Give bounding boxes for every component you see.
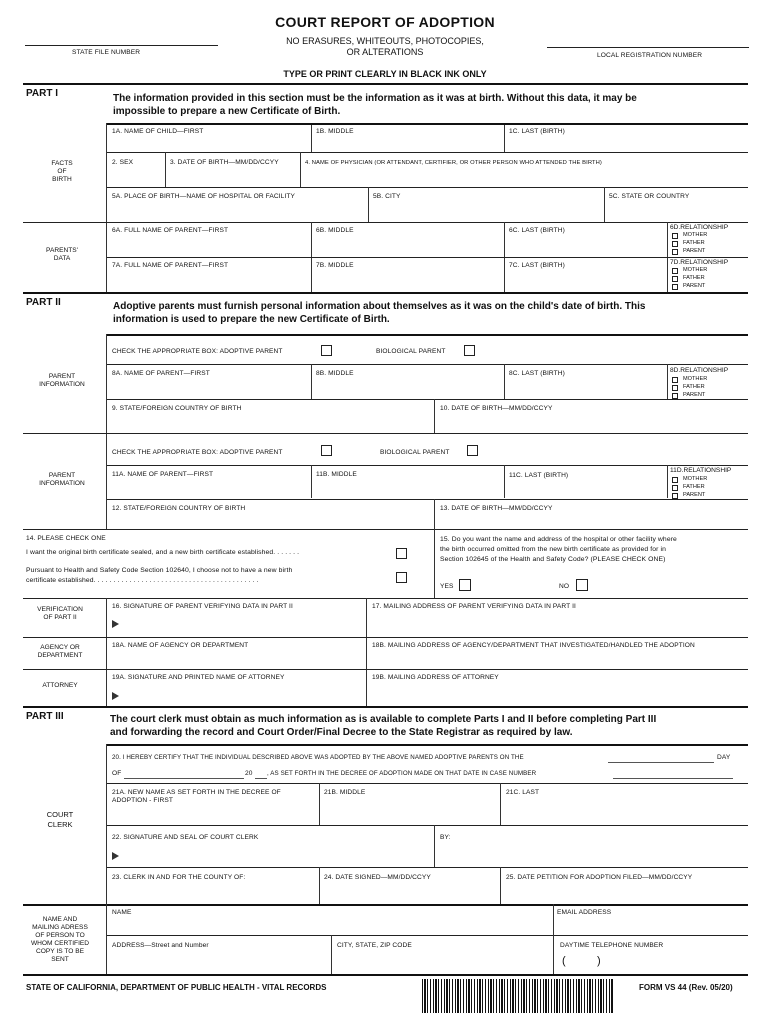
field-19b-attorney-mailing-address[interactable]: 19B. MAILING ADDRESS OF ATTORNEY (372, 674, 499, 681)
field-recipient-email[interactable]: EMAIL ADDRESS (557, 909, 612, 916)
parent2-check-label: CHECK THE APPROPRIATE BOX: ADOPTIVE PARENT (112, 449, 283, 456)
field-18b-agency-mailing-address[interactable]: 18B. MAILING ADDRESS OF AGENCY/DEPARTMENT THAT INVESTIGATED/HANDLED THE ADOPTION (372, 642, 695, 649)
checkbox-14-no-new-certificate[interactable] (396, 572, 407, 583)
ink-instruction: TYPE OR PRINT CLEARLY IN BLACK INK ONLY (283, 69, 487, 79)
field-22-by-label[interactable]: BY: (440, 834, 451, 841)
signature-arrow-icon (112, 620, 119, 628)
phone-area-code-open: ( (562, 955, 566, 967)
field-9-parent-birth-country[interactable]: 9. STATE/FOREIGN COUNTRY OF BIRTH (112, 405, 242, 412)
attorney-signature-arrow-icon (112, 692, 119, 700)
checkbox-7d-father[interactable] (672, 276, 678, 282)
field-15-question-3: Section 102645 of the Health and Safety Code? (PLEASE CHECK ONE) (440, 556, 666, 563)
checkbox-7d-mother[interactable] (672, 268, 678, 274)
field-20-of-label: OF (112, 770, 122, 777)
parent1-information-label: PARENT INFORMATION (39, 373, 85, 388)
field-2-sex[interactable]: 2. SEX (112, 159, 134, 166)
field-20-case-number-text: , AS SET FORTH IN THE DECREE OF ADOPTION MADE ON THAT DATE IN CASE NUMBER (267, 770, 537, 777)
field-8d-relationship-label: 8D.RELATIONSHIP (670, 367, 729, 374)
parents-data-label: PARENTS' DATA (46, 247, 78, 262)
field-15-no-label: NO (559, 583, 570, 590)
footer-agency: STATE OF CALIFORNIA, DEPARTMENT OF PUBLIC HEALTH - VITAL RECORDS (26, 983, 327, 992)
field-5c-state-or-country[interactable]: 5C. STATE OR COUNTRY (609, 193, 690, 200)
checkbox-8d-mother[interactable] (672, 377, 678, 383)
field-10-parent-date-of-birth[interactable]: 10. DATE OF BIRTH—MM/DD/CCYY (440, 405, 553, 412)
field-recipient-address[interactable]: ADDRESS—Street and Number (112, 942, 209, 949)
field-21c-new-last-name[interactable]: 21C. LAST (506, 789, 540, 796)
field-14-label: 14. PLEASE CHECK ONE (26, 535, 106, 542)
checkbox-parent1-adoptive[interactable] (321, 345, 332, 356)
field-14-option-no-new-cert-2: certificate established. . . . . . . . . . . . . . . . . . . . . . . . . . . . . . . . . . . . . . . . . . (26, 577, 259, 584)
field-recipient-name[interactable]: NAME (112, 909, 132, 916)
field-5b-city[interactable]: 5B. CITY (373, 193, 401, 200)
field-recipient-daytime-phone[interactable]: DAYTIME TELEPHONE NUMBER (560, 942, 664, 949)
field-13-parent-date-of-birth[interactable]: 13. DATE OF BIRTH—MM/DD/CCYY (440, 505, 553, 512)
field-6c-parent-last-name[interactable]: 6C. LAST (BIRTH) (509, 227, 565, 234)
clerk-signature-arrow-icon (112, 852, 119, 860)
checkbox-14-sealed[interactable] (396, 548, 407, 559)
field-24-date-signed[interactable]: 24. DATE SIGNED—MM/DD/CCYY (324, 874, 431, 881)
field-11d-relationship-label: 11D.RELATIONSHIP (670, 467, 732, 474)
field-18a-agency-name[interactable]: 18A. NAME OF AGENCY OR DEPARTMENT (112, 642, 249, 649)
field-14-option-no-new-cert-1: Pursuant to Health and Safety Code Section 102640, I choose not to have a new birth (26, 567, 293, 574)
parent2-information-label: PARENT INFORMATION (39, 472, 85, 487)
checkbox-6d-father[interactable] (672, 241, 678, 247)
field-15-question-2: the birth occurred omitted from the new birth certificate as provided for in (440, 546, 666, 553)
form-title: COURT REPORT OF ADOPTION (275, 14, 495, 30)
field-4-physician-name[interactable]: 4. NAME OF PHYSICIAN (OR ATTENDANT, CERTIFIER, OR OTHER PERSON WHO ATTENDED THE BIRTH) (305, 160, 602, 166)
field-7b-parent-middle-name[interactable]: 7B. MIDDLE (316, 262, 354, 269)
part-iii-label: PART III (26, 711, 64, 722)
attorney-label: ATTORNEY (42, 682, 78, 689)
field-25-date-petition-filed[interactable]: 25. DATE PETITION FOR ADOPTION FILED—MM/DD/CCYY (506, 874, 693, 881)
field-1b-child-middle-name[interactable]: 1B. MIDDLE (316, 128, 354, 135)
phone-area-code-close: ) (597, 955, 601, 967)
field-7d-relationship-label: 7D.RELATIONSHIP (670, 259, 729, 266)
state-file-number-label: STATE FILE NUMBER (72, 49, 141, 56)
checkbox-15-no[interactable] (576, 579, 588, 591)
part-i-instructions-2: impossible to prepare a new Certificate of Birth. (113, 106, 341, 117)
field-21a-new-first-name-2: ADOPTION - FIRST (112, 797, 173, 804)
field-6b-parent-middle-name[interactable]: 6B. MIDDLE (316, 227, 354, 234)
part-ii-instructions-1: Adoptive parents must furnish personal information about themselves as it was on the child's date of birth. This (113, 301, 646, 312)
part-ii-label: PART II (26, 297, 61, 308)
agency-or-department-label: AGENCY OR DEPARTMENT (37, 644, 83, 659)
checkbox-parent2-adoptive[interactable] (321, 445, 332, 456)
checkbox-15-yes[interactable] (459, 579, 471, 591)
form-subtitle-1: NO ERASURES, WHITEOUTS, PHOTOCOPIES, (286, 36, 484, 46)
parent1-check-label: CHECK THE APPROPRIATE BOX: ADOPTIVE PARENT (112, 348, 283, 355)
field-11c-parent-last-name[interactable]: 11C. LAST (BIRTH) (509, 472, 569, 479)
parent2-biological-label: BIOLOGICAL PARENT (380, 449, 450, 456)
part-i-label: PART I (26, 88, 59, 99)
checkbox-6d-parent[interactable] (672, 249, 678, 255)
field-15-yes-label: YES (440, 583, 454, 590)
part-iii-instructions-2: and forwarding the record and Court Order/Final Decree to the State Registrar as required by law. (110, 727, 573, 738)
part-ii-instructions-2: information is used to prepare the new Certificate of Birth. (113, 314, 390, 325)
part-i-instructions-1: The information provided in this section must be the information as it was at birth. Without this data, it may be (113, 93, 637, 104)
field-6a-parent-first-name[interactable]: 6A. FULL NAME OF PARENT—FIRST (112, 227, 229, 234)
field-20-day-label: DAY (717, 754, 731, 761)
field-20-year-label: 20 (245, 770, 253, 777)
field-15-question-1: 15. Do you want the name and address of the hospital or other facility where (440, 536, 677, 543)
local-registration-number-label: LOCAL REGISTRATION NUMBER (597, 52, 703, 59)
checkbox-6d-mother[interactable] (672, 233, 678, 239)
field-8b-parent-middle-name[interactable]: 8B. MIDDLE (316, 370, 354, 377)
form-subtitle-2: OR ALTERATIONS (346, 47, 424, 57)
field-8c-parent-last-name[interactable]: 8C. LAST (BIRTH) (509, 370, 565, 377)
field-5a-place-of-birth[interactable]: 5A. PLACE OF BIRTH—NAME OF HOSPITAL OR FACILITY (112, 193, 296, 200)
checkbox-11d-father[interactable] (672, 485, 678, 491)
field-23-county[interactable]: 23. CLERK IN AND FOR THE COUNTY OF: (112, 874, 246, 881)
field-1a-child-first-name[interactable]: 1A. NAME OF CHILD—FIRST (112, 128, 204, 135)
field-20-certification: 20. I HEREBY CERTIFY THAT THE INDIVIDUAL DESCRIBED ABOVE WAS ADOPTED BY THE ABOVE NAMED ADOPTIVE PARENTS ON THE (112, 754, 524, 761)
checkbox-parent1-biological[interactable] (464, 345, 475, 356)
court-clerk-label: COURT CLERK (46, 810, 74, 829)
field-12-parent-birth-country[interactable]: 12. STATE/FOREIGN COUNTRY OF BIRTH (112, 505, 246, 512)
field-22-clerk-signature[interactable]: 22. SIGNATURE AND SEAL OF COURT CLERK (112, 834, 259, 841)
field-11a-parent-first-name[interactable]: 11A. NAME OF PARENT—FIRST (112, 471, 214, 478)
barcode (422, 979, 614, 1013)
field-recipient-city-state-zip[interactable]: CITY, STATE, ZIP CODE (337, 942, 412, 949)
checkbox-parent2-biological[interactable] (467, 445, 478, 456)
checkbox-7d-parent[interactable] (672, 284, 678, 290)
field-3-date-of-birth[interactable]: 3. DATE OF BIRTH—MM/DD/CCYY (170, 159, 279, 166)
facts-of-birth-label: FACTS OF BIRTH (51, 160, 73, 183)
field-8a-parent-first-name[interactable]: 8A. NAME OF PARENT—FIRST (112, 370, 210, 377)
form-number: FORM VS 44 (Rev. 05/20) (639, 983, 733, 992)
field-6d-relationship-label: 6D.RELATIONSHIP (670, 224, 729, 231)
field-21a-new-first-name-1[interactable]: 21A. NEW NAME AS SET FORTH IN THE DECREE OF (112, 789, 281, 796)
part-iii-instructions-1: The court clerk must obtain as much information as is available to complete Parts I and II before completing Part III (110, 714, 657, 725)
field-14-option-sealed: I want the original birth certificate sealed, and a new birth certificate established. . . . . . . (26, 549, 300, 556)
checkbox-8d-father[interactable] (672, 385, 678, 391)
field-7c-parent-last-name[interactable]: 7C. LAST (BIRTH) (509, 262, 565, 269)
verification-part-ii-label: VERIFICATION OF PART II (37, 606, 83, 621)
field-11b-parent-middle-name[interactable]: 11B. MIDDLE (316, 471, 357, 478)
checkbox-11d-mother[interactable] (672, 477, 678, 483)
field-17-parent-mailing-address[interactable]: 17. MAILING ADDRESS OF PARENT VERIFYING DATA IN PART II (372, 603, 576, 610)
certified-copy-recipient-label: NAME AND MAILING ADRESS OF PERSON TO WHOM CERTIFIED COPY IS TO BE SENT (30, 916, 90, 963)
field-1c-child-last-name[interactable]: 1C. LAST (BIRTH) (509, 128, 565, 135)
field-19a-attorney-signature[interactable]: 19A. SIGNATURE AND PRINTED NAME OF ATTORNEY (112, 674, 285, 681)
field-21b-new-middle-name[interactable]: 21B. MIDDLE (324, 789, 366, 796)
field-16-parent-signature[interactable]: 16. SIGNATURE OF PARENT VERIFYING DATA IN PART II (112, 603, 293, 610)
parent1-biological-label: BIOLOGICAL PARENT (376, 348, 446, 355)
field-7a-parent-first-name[interactable]: 7A. FULL NAME OF PARENT—FIRST (112, 262, 229, 269)
